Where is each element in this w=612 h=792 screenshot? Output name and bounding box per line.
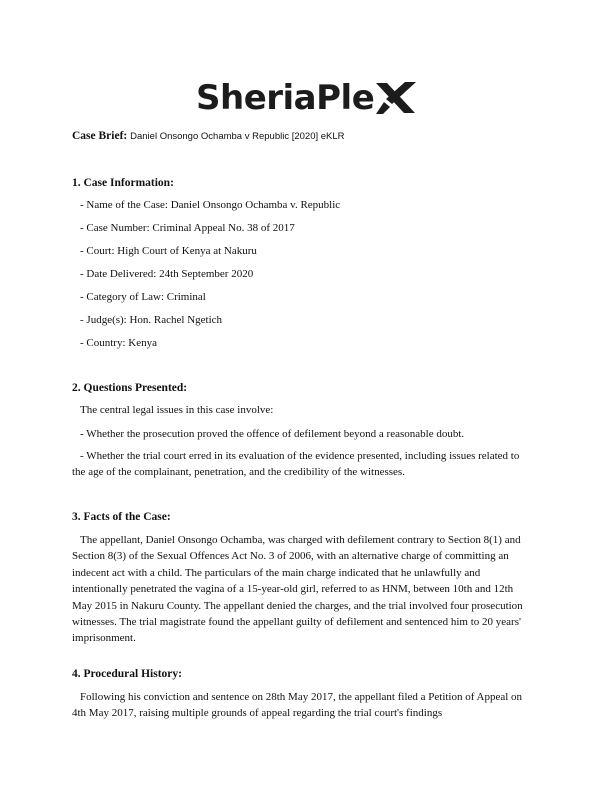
case-info-name: - Name of the Case: Daniel Onsongo Ochamba v. Republic: [80, 199, 341, 211]
case-info-judges: - Judge(s): Hon. Rachel Ngetich: [80, 314, 223, 326]
facts-paragraph: The appellant, Daniel Onsongo Ochamba, was charged with defilement contrary to Section 8(1) and Section 8(3) of the Sexual Offences Act No. 3 of 2006, with an alternative charge of committing an indecent act with a child. The particulars of the main charge indicated that he unlawfully and intentionally penetrated the vagina of a 15-year-old girl, referred to as HNM, between 10th and 12th May 2015 in Nakuru County. The appellant denied the charges, and the trial involved four prosecution witnesses. The trial magistrate found the appellant guilty of defilement and sentenced him to 20 years' imprisonment.: [72, 534, 523, 645]
case-brief-label: Case Brief:: [72, 130, 128, 142]
section-heading-facts: 3. Facts of the Case:: [72, 511, 171, 523]
section-heading-procedural-history: 4. Procedural History:: [72, 668, 182, 680]
section-heading-case-information: 1. Case Information:: [72, 177, 174, 189]
case-info-country: - Country: Kenya: [80, 337, 157, 349]
sheriaplex-logo: [0, 74, 612, 126]
case-brief-line: [72, 129, 345, 144]
question-2: - Whether the trial court erred in its evaluation of the evidence presented, including issues related to the age of the complainant, penetration, and the credibility of the witnesses.: [72, 450, 520, 479]
case-brief-title: Daniel Onsongo Ochamba v Republic [2020] eKLR: [130, 131, 345, 142]
section-heading-questions: 2. Questions Presented:: [72, 382, 188, 394]
logo-wordmark: SheriaPle: [196, 78, 375, 118]
x-mark-icon: [375, 80, 417, 116]
procedural-history-paragraph: Following his conviction and sentence on 28th May 2017, the appellant filed a Petition of Appeal on 4th May 2017, raising multiple grounds of appeal regarding the trial court's findings: [72, 691, 523, 720]
case-info-number: - Case Number: Criminal Appeal No. 38 of 2017: [80, 222, 295, 234]
question-1: - Whether the prosecution proved the offence of defilement beyond a reasonable doubt.: [80, 428, 465, 440]
case-info-court: - Court: High Court of Kenya at Nakuru: [80, 245, 257, 257]
case-info-category: - Category of Law: Criminal: [80, 291, 206, 303]
case-info-date: - Date Delivered: 24th September 2020: [80, 268, 254, 280]
questions-intro: The central legal issues in this case involve:: [80, 404, 274, 416]
